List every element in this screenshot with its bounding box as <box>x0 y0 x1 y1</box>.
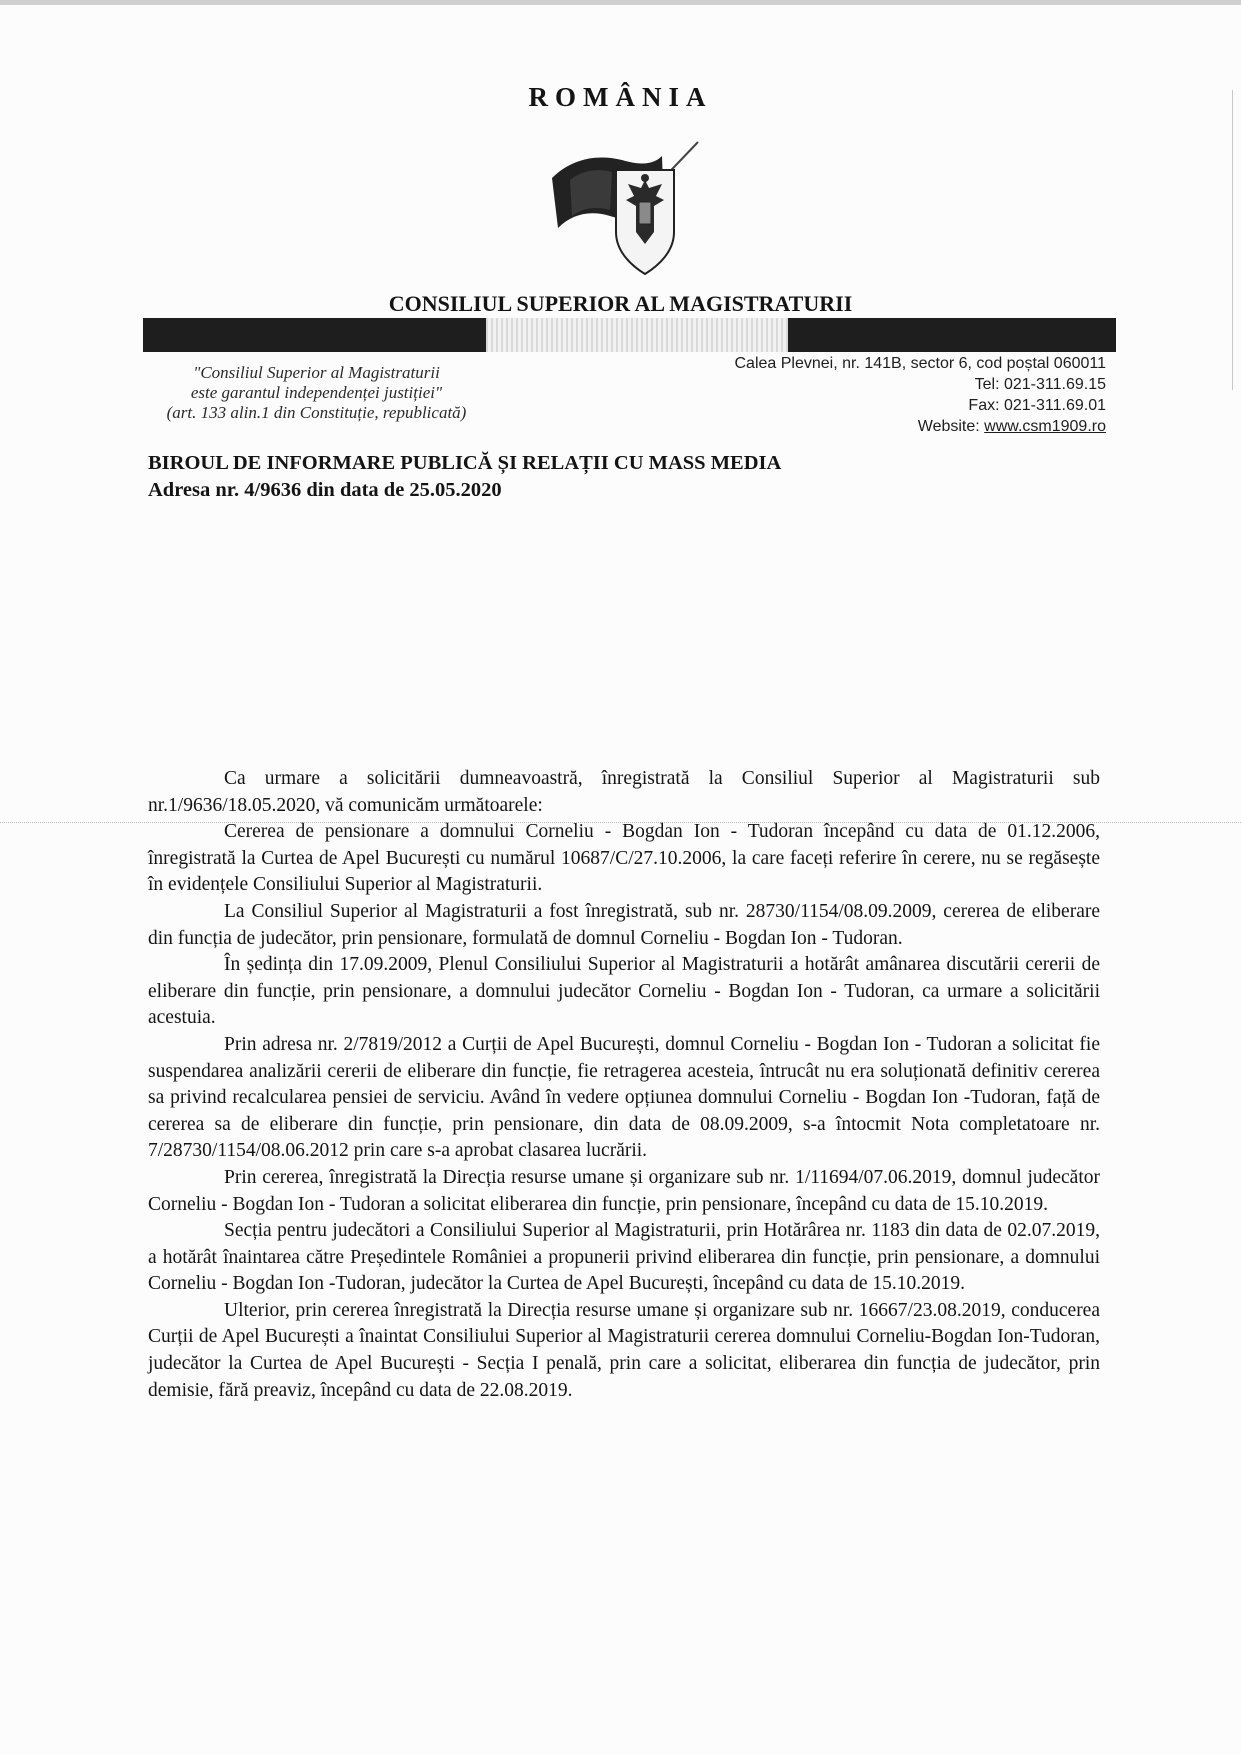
fax: Fax: 021-311.69.01 <box>968 397 1106 414</box>
paragraph: Secția pentru judecători a Consiliului Superior al Magistraturii, prin Hotărârea nr. 1183 din data de 02.07.2019, a hotărât înaintarea către Președintele României a propunerii privind eliberarea din funcție, prin pensionare, a domnului Corneliu - Bogdan Ion -Tudoran, judecător la Curtea de Apel București, începând cu data de 15.10.2019. <box>148 1220 1100 1295</box>
motto <box>144 363 489 423</box>
paragraph: Prin adresa nr. 2/7819/2012 a Curții de Apel București, domnul Corneliu - Bogdan Ion - Tudoran a solicitat fie suspendarea analizării cererii de eliberare din funcție, fie retragerea acesteia, întrucât nu era soluționată definitiv cererea sa privind recalcularea pensiei de serviciu. Având în vedere opțiunea domnului Corneliu - Bogdan Ion -Tudoran, față de cererea sa de eliberare din funcție, prin pensionare, din data de 08.09.2009, s-a întocmit Nota completatoare nr. 7/28730/1154/08.06.2012 prin care s-a aprobat clasarea lucrării. <box>148 1033 1100 1162</box>
paragraph: Ca urmare a solicitării dumneavoastră, înregistrată la Consiliul Superior al Magistraturii sub nr.1/9636/18.05.2020, vă comunicăm următoarele: <box>148 768 1100 816</box>
scan-edge-top <box>0 0 1241 5</box>
website-link[interactable]: www.csm1909.ro <box>984 418 1106 435</box>
header-bar-middle <box>486 318 788 352</box>
letter-body <box>148 766 1100 1404</box>
paragraph: În ședința din 17.09.2009, Plenul Consiliului Superior al Magistraturii a hotărât amânarea discutării cererii de eliberare din funcție, prin pensionare, a domnului judecător Corneliu - Bogdan Ion - Tudoran, ca urmare a solicitării acestuia. <box>148 954 1100 1029</box>
contact-block <box>620 354 1106 438</box>
paragraph: Cererea de pensionare a domnului Corneliu - Bogdan Ion - Tudoran începând cu data de 01.12.2006, înregistrată la Curtea de Apel București cu numărul 10687/C/27.10.2006, la care faceți referire în cerere, nu se regăsește în evidențele Consiliului Superior al Magistraturii. <box>148 821 1100 896</box>
motto-line: (art. 133 alin.1 din Constituție, republicată) <box>166 403 467 422</box>
institution-name: CONSILIUL SUPERIOR AL MAGISTRATURII <box>388 291 853 316</box>
motto-line: este garantul independenței justiției" <box>190 383 443 402</box>
telephone: Tel: 021-311.69.15 <box>974 376 1106 393</box>
country-heading: ROMÂNIA <box>528 82 713 112</box>
paragraph: La Consiliul Superior al Magistraturii a fost înregistrată, sub nr. 28730/1154/08.09.2009, cererea de eliberare din funcția de judecător, prin pensionare, formulată de domnul Corneliu - Bogdan Ion - Tudoran. <box>148 900 1100 949</box>
website-label: Website: <box>917 418 985 435</box>
motto-line: "Consiliul Superior al Magistraturii <box>193 363 440 382</box>
header-bar-left <box>143 318 486 352</box>
paragraph: Ulterior, prin cererea înregistrată la Direcția resurse umane și organizare sub nr. 16667/23.08.2019, conducerea Curții de Apel București a înaintat Consiliului Superior al Magistraturii cererea domnului Corneliu-Bogdan Ion-Tudoran, judecător la Curtea de Apel București - Secția I penală, prin care a solicitat, eliberarea din funcția de judecător, prin demisie, fără preaviz, începând cu data de 22.08.2019. <box>148 1299 1100 1401</box>
scan-edge-right <box>1232 90 1233 390</box>
coat-of-arms-icon <box>550 140 720 280</box>
postal-address: Calea Plevnei, nr. 141B, sector 6, cod poștal 060011 <box>734 355 1106 372</box>
header-bar-right <box>788 318 1116 352</box>
address-number: Adresa nr. 4/9636 din data de 25.05.2020 <box>148 479 502 501</box>
bureau-heading: BIROUL DE INFORMARE PUBLICĂ ȘI RELAȚII CU MASS MEDIA <box>148 452 782 474</box>
website <box>620 417 1106 437</box>
paragraph: Prin cererea, înregistrată la Direcția resurse umane și organizare sub nr. 1/11694/07.06.2019, domnul judecător Corneliu - Bogdan Ion - Tudoran a solicitat eliberarea din funcție, prin pensionare, începând cu data de 15.10.2019. <box>148 1166 1100 1215</box>
